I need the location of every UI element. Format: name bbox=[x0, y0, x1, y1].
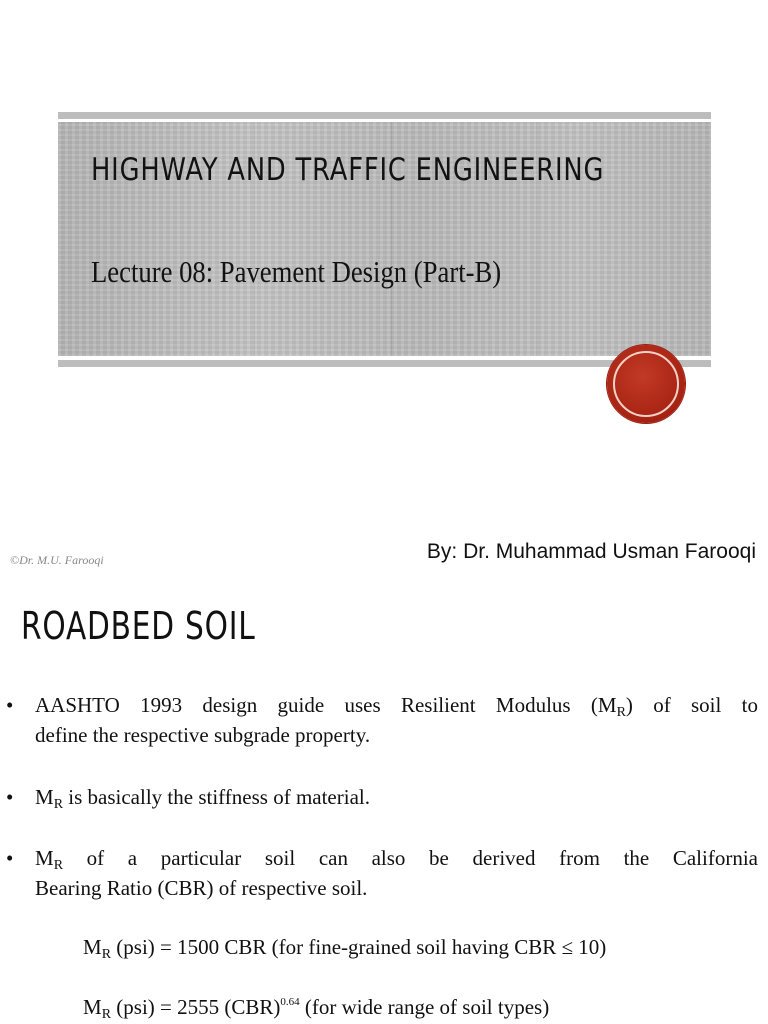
author-line: By: Dr. Muhammad Usman Farooqi bbox=[426, 540, 756, 563]
bullet-marker: • bbox=[6, 693, 14, 717]
list-item bbox=[6, 690, 758, 750]
bullet-marker: • bbox=[6, 785, 14, 809]
title-band bbox=[58, 122, 711, 356]
list-item bbox=[6, 843, 758, 903]
bullet-line: define the respective subgrade property. bbox=[35, 723, 371, 747]
bullet-line: $M_R$ of a particular soil can also be derived from the California bbox=[35, 846, 758, 873]
copyright-note: ©Dr. M.U. Farooqi bbox=[10, 553, 104, 567]
bullet-marker: • bbox=[6, 846, 14, 870]
equation-fine-grained: $M_R$ (psi) = 1500 CBR (for fine-grained soil having CBR ≤ 10) bbox=[83, 935, 607, 962]
list-item: • $M_R$ is basically the stiffness of material. bbox=[6, 782, 758, 812]
equation-wide-range: $M_R$ (psi) = 2555 (CBR)$^{0.64}$ (for wide range of soil types) bbox=[83, 995, 550, 1022]
section-heading: ROADBED SOIL bbox=[21, 604, 256, 648]
lecture-subtitle: Lecture 08: Pavement Design (Part-B) bbox=[91, 254, 502, 289]
top-stripe bbox=[58, 112, 711, 119]
course-title: HIGHWAY AND TRAFFIC ENGINEERING bbox=[91, 152, 605, 188]
red-seal-icon bbox=[607, 345, 685, 423]
bullet-line: Bearing Ratio (CBR) of respective soil. bbox=[35, 876, 368, 900]
bullet-line: AASHTO 1993 design guide uses Resilient Modulus $(M_R)$ of soil to bbox=[35, 693, 758, 720]
